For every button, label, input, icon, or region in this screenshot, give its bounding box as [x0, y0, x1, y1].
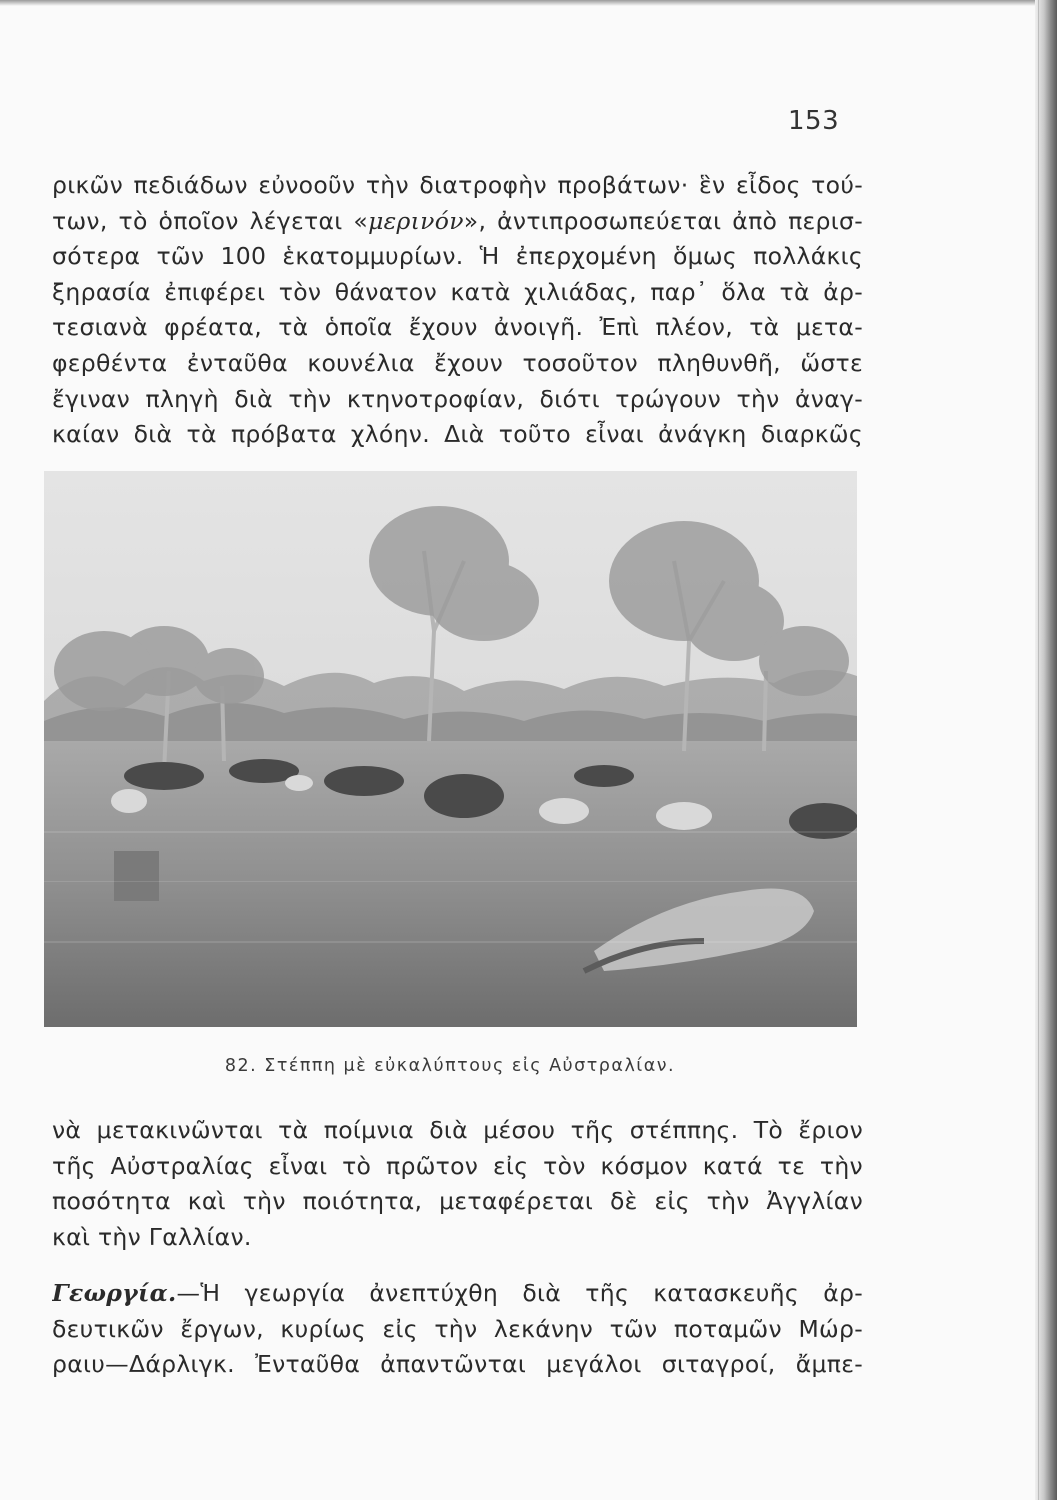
- figure-caption: 82. Στέππη μὲ εὐκαλύπτους εἰς Αὐστραλίαν.: [224, 1056, 676, 1076]
- paragraph-1-line: σότερα τῶν 100 ἑκατομμυρίων. Ἡ ἐπερχομένη ὅμως πολλάκις: [52, 242, 863, 271]
- paragraph-3: [52, 1276, 863, 1383]
- italic-term: μερινόν: [368, 206, 464, 235]
- paragraph-2-line: ποσότητα καὶ τὴν ποιότητα, μεταφέρεται δὲ εἰς τὴν Ἀγγλίαν: [52, 1187, 863, 1216]
- page-edge: [1035, 0, 1057, 1500]
- paragraph-1-line: τεσιανὰ φρέατα, τὰ ὁποῖα ἔχουν ἀνοιγῆ. Ἐπὶ πλέον, τὰ μετα-: [52, 313, 863, 342]
- steppe-photo: [44, 471, 857, 1027]
- paragraph-2: [52, 1113, 863, 1255]
- paragraph-3-line: [52, 1276, 863, 1312]
- paragraph-3-line: ραιυ—Δάρλιγκ. Ἐνταῦθα ἀπαντῶνται μεγάλοι σιταγροί, ἄμπε-: [52, 1350, 863, 1379]
- paragraph-1-line: ἔγιναν πληγὴ διὰ τὴν κτηνοτροφίαν, διότι τρώγουν τὴν ἀναγ-: [52, 384, 863, 413]
- paragraph-1-line: φερθέντα ἐνταῦθα κουνέλια ἔχουν τοσοῦτον πληθυνθῆ, ὥστε: [52, 348, 863, 377]
- paragraph-2-line: καὶ τὴν Γαλλίαν.: [52, 1222, 252, 1251]
- paragraph-2-line: τῆς Αὐστραλίας εἶναι τὸ πρῶτον εἰς τὸν κόσμον κατά τε τὴν: [52, 1151, 863, 1180]
- page-top-shadow: [0, 0, 1057, 6]
- paragraph-2-line: νὰ μετακινῶνται τὰ ποίμνια διὰ μέσου τῆς στέππης. Τὸ ἔριον: [52, 1116, 863, 1144]
- paragraph-3-line1-rest: —Ἡ γεωργία ἀνεπτύχθη διὰ τῆς κατασκευῆς ἀρ-: [176, 1279, 863, 1307]
- page-number: 153: [788, 106, 840, 136]
- paragraph-1-line: καίαν διὰ τὰ πρόβατα χλόην. Διὰ τοῦτο εἶναι ἀνάγκη διαρκῶς: [52, 420, 863, 449]
- paragraph-1-line: ξηρασία ἐπιφέρει τὸν θάνατον κατὰ χιλιάδας, παρ᾽ ὅλα τὰ ἀρ-: [52, 277, 863, 306]
- paragraph-1: [52, 168, 863, 453]
- section-heading: Γεωργία.: [52, 1279, 177, 1307]
- paragraph-3-line: δευτικῶν ἔργων, κυρίως εἰς τὴν λεκάνην τῶν ποταμῶν Μώρ-: [52, 1314, 863, 1343]
- paragraph-1-line: ρικῶν πεδιάδων εὐνοοῦν τὴν διατροφὴν προβάτων· ἓν εἶδος τού-: [52, 171, 863, 199]
- paragraph-1-line: των, τὸ ὁποῖον λέγεται «μερινόν», ἀντιπροσωπεύεται ἀπὸ περισ-: [52, 206, 863, 235]
